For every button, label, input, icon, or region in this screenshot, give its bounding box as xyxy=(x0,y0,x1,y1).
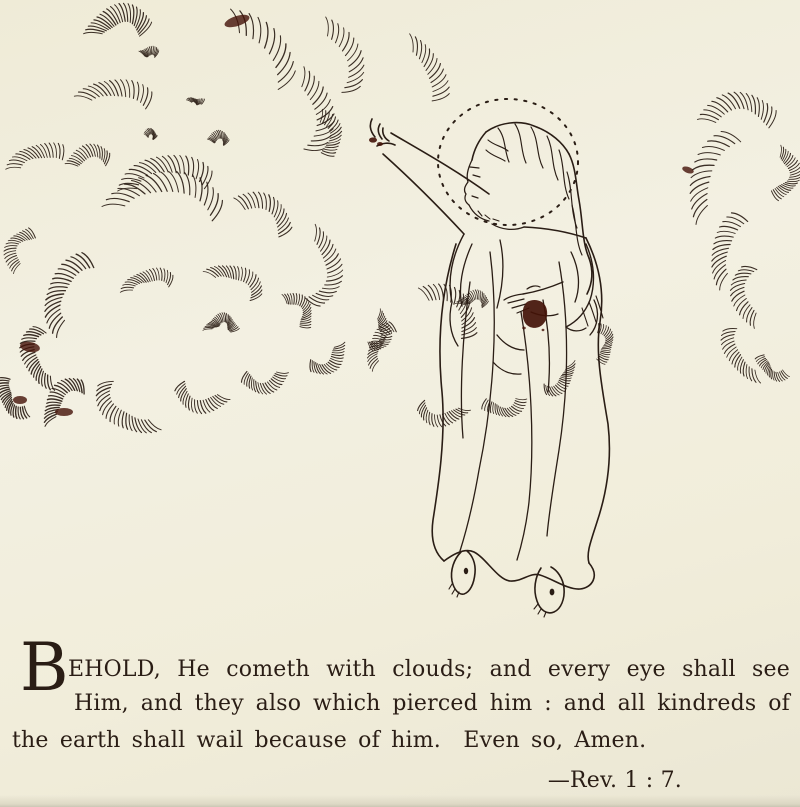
robe-folds xyxy=(460,240,567,560)
verse-line-2: Him, and they also which pierced him : and all kindreds of xyxy=(74,691,790,716)
nail-wound-blot xyxy=(523,300,547,328)
verse-line-3: the earth shall wail because of him. Even so, Amen. xyxy=(12,728,647,753)
halo xyxy=(438,99,578,225)
drop-cap: B xyxy=(20,629,69,706)
raised-hand xyxy=(369,119,489,234)
verse-reference: —Rev. 1 : 7. xyxy=(547,768,682,793)
wounded-hand xyxy=(504,282,563,331)
head xyxy=(465,123,592,294)
feet xyxy=(449,551,564,617)
verse-line-1: EHOLD, He cometh with clouds; and every eye shall see xyxy=(68,657,790,682)
clouds-drawing xyxy=(0,3,800,433)
verse-text xyxy=(0,629,800,798)
hair-strands xyxy=(486,124,582,255)
